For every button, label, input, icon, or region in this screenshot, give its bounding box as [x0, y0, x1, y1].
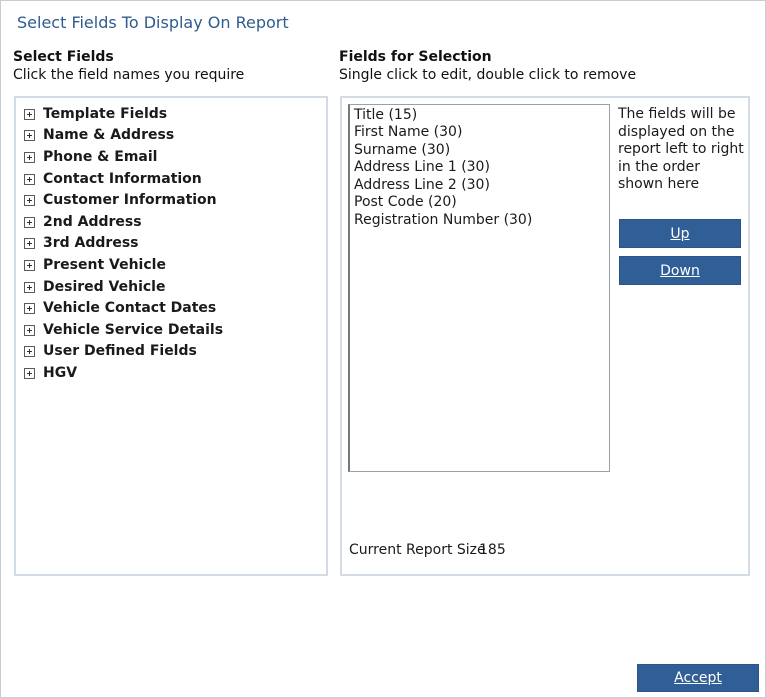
tree-item-present-vehicle[interactable]	[24, 255, 166, 275]
list-item[interactable]: Address Line 1 (30)	[354, 159, 490, 175]
tree-item-label: Vehicle Contact Dates	[43, 300, 217, 316]
tree-item-vehicle-contact-dates[interactable]	[24, 298, 216, 318]
tree-item-label: HGV	[43, 365, 78, 381]
list-item[interactable]: First Name (30)	[354, 124, 463, 140]
tree-item-label: Contact Information	[43, 171, 202, 187]
expand-plus-icon[interactable]	[24, 130, 35, 141]
move-up-button[interactable]: Up	[619, 219, 741, 248]
field-tree-panel	[14, 96, 328, 576]
tree-item-phone-email[interactable]	[24, 147, 157, 167]
tree-item-vehicle-service-details[interactable]	[24, 320, 223, 340]
expand-plus-icon[interactable]	[24, 195, 35, 206]
tree-item-contact-information[interactable]	[24, 169, 202, 189]
tree-item-label: Template Fields	[43, 106, 168, 122]
move-down-button[interactable]: Down	[619, 256, 741, 285]
list-item[interactable]: Surname (30)	[354, 142, 451, 158]
expand-plus-icon[interactable]	[24, 260, 35, 271]
expand-plus-icon[interactable]	[24, 174, 35, 185]
tree-item-label: User Defined Fields	[43, 343, 197, 359]
tree-item-label: Customer Information	[43, 192, 217, 208]
expand-plus-icon[interactable]	[24, 282, 35, 293]
report-size-value: 185	[479, 542, 506, 558]
select-fields-subheading: Click the field names you require	[13, 67, 245, 83]
tree-item-label: 2nd Address	[43, 214, 142, 230]
tree-item-customer-information[interactable]	[24, 190, 217, 210]
list-item[interactable]: Address Line 2 (30)	[354, 177, 490, 193]
tree-item-label: Vehicle Service Details	[43, 322, 224, 338]
report-size-label: Current Report Size	[349, 542, 486, 558]
expand-plus-icon[interactable]	[24, 238, 35, 249]
fields-for-selection-heading: Fields for Selection	[339, 49, 492, 65]
tree-item-label: Name & Address	[43, 127, 175, 143]
fields-for-selection-subheading: Single click to edit, double click to remove	[339, 67, 637, 83]
expand-plus-icon[interactable]	[24, 303, 35, 314]
list-item[interactable]: Registration Number (30)	[354, 212, 533, 228]
expand-plus-icon[interactable]	[24, 325, 35, 336]
expand-plus-icon[interactable]	[24, 346, 35, 357]
expand-plus-icon[interactable]	[24, 109, 35, 120]
tree-item-label: Phone & Email	[43, 149, 158, 165]
tree-item-template-fields[interactable]	[24, 104, 167, 124]
tree-item-label: Present Vehicle	[43, 257, 166, 273]
tree-item-2nd-address[interactable]	[24, 212, 142, 232]
tree-item-hgv[interactable]	[24, 363, 77, 383]
dialog-title: Select Fields To Display On Report	[17, 13, 289, 32]
expand-plus-icon[interactable]	[24, 368, 35, 379]
tree-item-label: Desired Vehicle	[43, 279, 166, 295]
select-fields-heading: Select Fields	[13, 49, 114, 65]
tree-item-user-defined-fields[interactable]	[24, 341, 197, 361]
list-item[interactable]: Title (15)	[354, 107, 418, 123]
expand-plus-icon[interactable]	[24, 152, 35, 163]
tree-item-3rd-address[interactable]	[24, 233, 138, 253]
tree-item-name-address[interactable]	[24, 125, 174, 145]
expand-plus-icon[interactable]	[24, 217, 35, 228]
ordering-note: The fields will be displayed on the report left to right in the order shown here	[618, 106, 744, 192]
tree-item-label: 3rd Address	[43, 235, 139, 251]
accept-button[interactable]: Accept	[637, 664, 759, 692]
selected-fields-listbox[interactable]	[348, 104, 610, 472]
list-item[interactable]: Post Code (20)	[354, 194, 457, 210]
selected-fields-panel	[340, 96, 750, 576]
tree-item-desired-vehicle[interactable]	[24, 277, 165, 297]
